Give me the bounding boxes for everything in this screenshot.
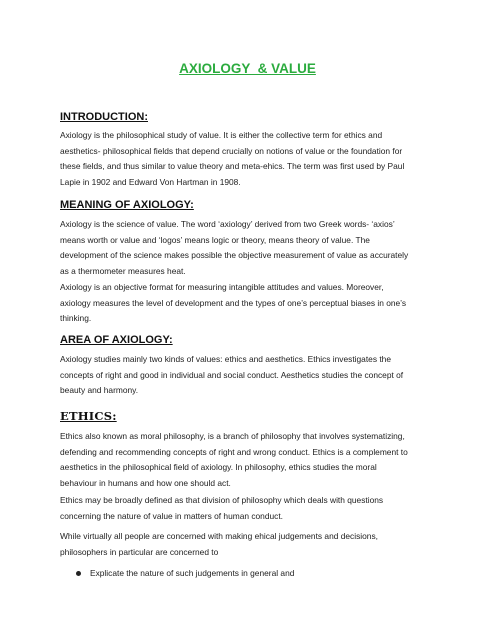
text-line: development of the science makes possible the objective measurement of value as accurately [60, 250, 409, 261]
heading-ethics: ETHICS: [60, 409, 117, 423]
heading-meaning-of-axiology: MEANING OF AXIOLOGY: [60, 199, 194, 211]
text-line: Ethics may be broadly defined as that division of philosophy which deals with questions [60, 495, 384, 505]
text-line: thinking. [60, 313, 92, 324]
text-line: Axiology is the science of value. The word ‘axiology’ derived from two Greek words- ‘axios’ [60, 219, 395, 229]
paragraph-introduction [60, 128, 440, 190]
text-line: Axiology is the philosophical study of value. It is either the collective term for ethics and [60, 130, 383, 140]
text-line: defending and recommending concepts of right and wrong conduct. Ethics is a complement to [60, 446, 408, 457]
text-line: axiology measures the level of development and the types of one’s perceptual biases in one’s [60, 297, 407, 308]
paragraph-meaning-2 [60, 280, 440, 327]
paragraph-meaning-1 [60, 217, 440, 279]
text-line: concepts of right and good in individual and social conduct. Aesthetics studies the concept of [60, 369, 404, 380]
bullet-text: Explicate the nature of such judgements in general and [90, 568, 295, 578]
text-line: Axiology studies mainly two kinds of values: ethics and aesthetics. Ethics investigates the [60, 354, 391, 364]
text-line: these fields, and thus similar to value theory and meta-ehics. The term was first used by Paul [60, 161, 405, 172]
paragraph-ethics-1 [60, 429, 440, 491]
text-line: beauty and harmony. [60, 385, 139, 396]
text-line: Lapie in 1902 and Edward Von Hartman in 1908. [60, 176, 241, 187]
document-title: AXIOLOGY & VALUE [179, 61, 316, 76]
text-line: behaviour in humans and how one should act. [60, 477, 231, 488]
paragraph-ethics-2 [60, 493, 440, 524]
text-line: aesthetics- philosophical fields that depend crucially on notions of value or the foundation for [60, 145, 403, 156]
text-line: While virtually all people are concerned with making ehical judgements and decisions, [60, 531, 378, 541]
paragraph-area [60, 352, 440, 399]
text-line: as a thermometer measures heat. [60, 265, 186, 276]
text-line: Ethics also known as moral philosophy, is a branch of philosophy that involves systematizing, [60, 431, 405, 441]
bullet-icon [76, 571, 81, 576]
text-line: concerning the nature of value in matters of human conduct. [60, 510, 284, 521]
heading-area-of-axiology: AREA OF AXIOLOGY: [60, 334, 173, 346]
text-line: Axiology is an objective format for measuring intangible attitudes and values. Moreover, [60, 282, 384, 292]
text-line: aesthetics in the philosophical field of axiology. In philosophy, ethics studies the moral [60, 462, 377, 473]
text-line: means worth or value and ‘logos’ means logic or theory, means theory of value. The [60, 234, 370, 245]
paragraph-ethics-3 [60, 529, 440, 560]
heading-introduction: INTRODUCTION: [60, 111, 148, 123]
text-line: philosophers in particular are concerned to [60, 546, 219, 557]
